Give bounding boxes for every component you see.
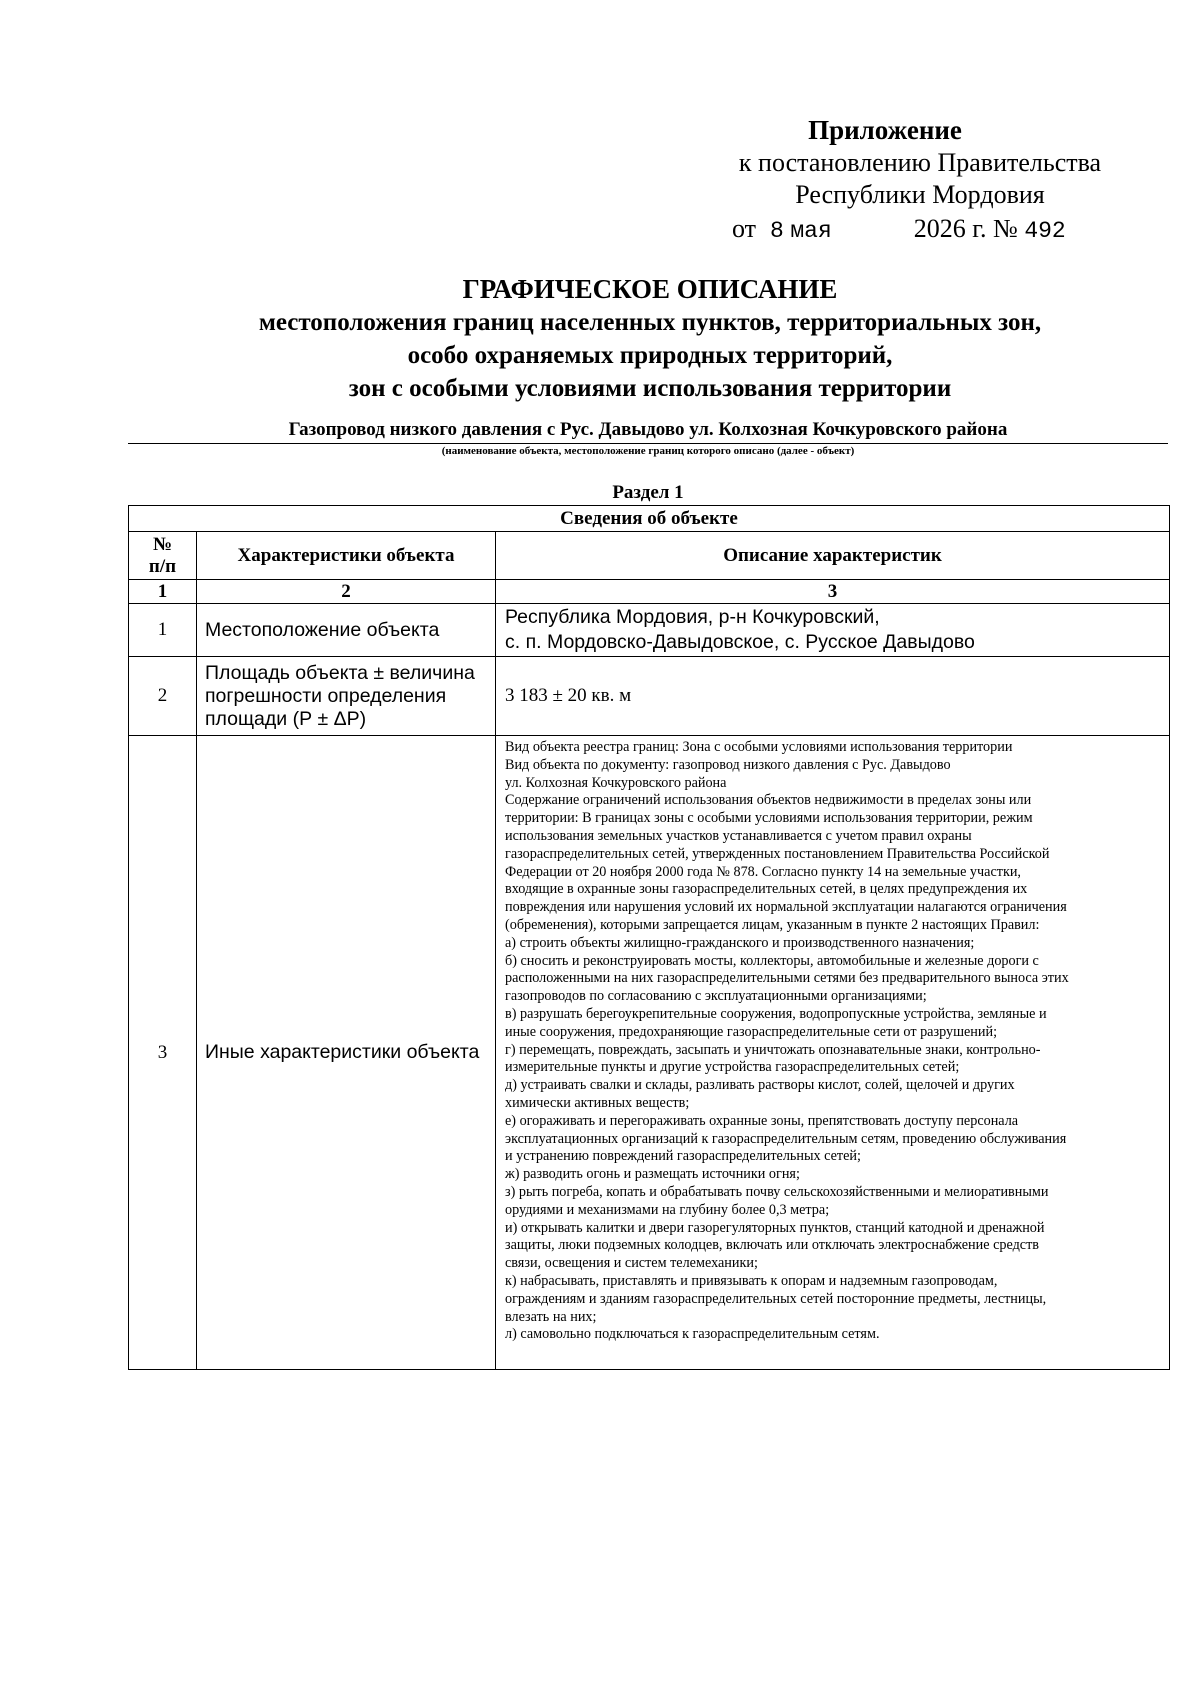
description-line: химически активных веществ; <box>505 1094 690 1111</box>
description-line: использования земельных участков устанавливается с учетом правил охраны <box>505 827 972 844</box>
column-number: 2 <box>197 580 496 604</box>
row-characteristic: Местоположение объекта <box>197 604 496 657</box>
header-num: № п/п <box>129 532 197 580</box>
description-line: с. п. Мордовско-Давыдовское, с. Русское Давыдово <box>505 631 975 653</box>
description-line: входящие в охранные зоны газораспределительных сетей, в целях предупреждения их <box>505 881 1028 898</box>
date-year: 2026 г. № <box>913 214 1018 243</box>
description-line: Республика Мордовия, р-н Кочкуровский, <box>505 606 880 628</box>
description-line: д) устраивать свалки и склады, разливать растворы кислот, солей, щелочей и других <box>505 1077 1015 1094</box>
description-line: ул. Колхозная Кочкуровского района <box>505 774 727 791</box>
appendix-title: Приложение <box>808 115 962 145</box>
object-name-block <box>128 418 1168 458</box>
description-line: измерительные пункты и другие устройства газораспределительных сетей; <box>505 1059 960 1076</box>
description-line: Вид объекта по документу: газопровод низкого давления с Рус. Давыдово <box>505 756 951 773</box>
section-label: Раздел 1 <box>612 482 684 503</box>
appendix-line: Республики Мордовия <box>795 180 1045 209</box>
row-description <box>496 604 1170 657</box>
description-line: иные сооружения, предохраняющие газораспределительные сети от разрушений; <box>505 1023 998 1040</box>
description-line: ж) разводить огонь и размещать источники огня; <box>505 1166 800 1183</box>
header-description: Описание характеристик <box>496 532 1170 580</box>
description-line: влезать на них; <box>505 1308 597 1325</box>
description-line: з) рыть погреба, копать и обрабатывать почву сельскохозяйственными и мелиоративными <box>505 1183 1049 1200</box>
description-line: а) строить объекты жилищно-гражданского и производственного назначения; <box>505 934 975 951</box>
table-title: Сведения об объекте <box>129 506 1170 532</box>
appendix-date-line <box>700 213 1140 247</box>
date-prefix: от <box>732 214 757 243</box>
table-row <box>129 736 1170 1370</box>
description-line: газораспределительных сетей, утвержденных постановлением Правительства Российской <box>505 845 1050 862</box>
description-line: расположенными на них газораспределительными сетями без предварительного выноса этих <box>505 970 1069 987</box>
row-number: 1 <box>129 604 197 657</box>
row-number: 3 <box>129 736 197 1370</box>
doc-number: 492 <box>1024 218 1066 244</box>
description-line: повреждения или нарушения условий их нормальной эксплуатации налагаются ограничения <box>505 899 1067 916</box>
object-info-table <box>128 505 1170 1370</box>
description-line: (обременения), которыми запрещается лицам, указанным в пункте 2 настоящих Правил: <box>505 916 1040 933</box>
document-subtitle-line: местоположения границ населенных пунктов, территориальных зон, <box>258 309 1042 336</box>
appendix-header <box>700 113 1140 247</box>
description-line: л) самовольно подключаться к газораспределительным сетям. <box>505 1326 880 1343</box>
table-row <box>129 604 1170 657</box>
date-day: 8 <box>770 218 784 244</box>
object-name-hint: (наименование объекта, местоположение границ которого описано (далее - объект) <box>441 445 855 457</box>
description-line: ограждениям и зданиям газораспределительных сетей посторонние предметы, лестницы, <box>505 1290 1047 1307</box>
document-title: ГРАФИЧЕСКОЕ ОПИСАНИЕ <box>462 274 838 304</box>
description-line: г) перемещать, повреждать, засыпать и уничтожать опознавательные знаки, контрольно- <box>505 1041 1041 1058</box>
description-line: орудиями и механизмами на глубину более 0,3 метра; <box>505 1201 830 1218</box>
row-number: 2 <box>129 657 197 736</box>
description-line: газопроводов по согласованию с эксплуатационными организациями; <box>505 988 927 1005</box>
description-line: Содержание ограничений использования объектов недвижимости в пределах зоны или <box>505 792 1032 809</box>
description-line: территории: В границах зоны с особыми условиями использования территории, режим <box>505 810 1033 827</box>
row-description <box>496 736 1170 1370</box>
description-line: в) разрушать берегоукрепительные сооружения, водопропускные устройства, земляные и <box>505 1005 1047 1022</box>
column-number: 3 <box>496 580 1170 604</box>
date-month: мая <box>790 218 832 244</box>
appendix-line: к постановлению Правительства <box>738 148 1102 177</box>
description-line: к) набрасывать, приставлять и привязывать к опорам и надземным газопроводам, <box>505 1272 998 1289</box>
header-characteristics: Характеристики объекта <box>197 532 496 580</box>
description-line: б) сносить и реконструировать мосты, коллекторы, автомобильные и железные дороги с <box>505 952 1039 969</box>
description-line: связи, освещения и систем телемеханики; <box>505 1255 758 1272</box>
object-name: Газопровод низкого давления с Рус. Давыдово ул. Колхозная Кочкуровского района <box>288 419 1008 440</box>
description-line: и) открывать калитки и двери газорегуляторных пунктов, станций катодной и дренажной <box>505 1219 1045 1236</box>
document-title-block <box>120 272 1180 405</box>
document-subtitle-line: зон с особыми условиями использования территории <box>348 375 952 402</box>
description-line: Федерации от 20 ноября 2000 года № 878. Согласно пункту 14 на земельные участки, <box>505 863 1021 880</box>
description-line: защиты, люки подземных колодцев, включать или отключать электроснабжение средств <box>505 1237 1039 1254</box>
description-line: эксплуатационных организаций к газораспределительным сетям, проведению обслуживания <box>505 1130 1067 1147</box>
row-characteristic: Площадь объекта ± величина погрешности определения площади (Р ± ΔР) <box>197 657 496 736</box>
column-number: 1 <box>129 580 197 604</box>
table-row <box>129 657 1170 736</box>
description-line: е) огораживать и перегораживать охранные зоны, препятствовать доступу персонала <box>505 1112 1019 1129</box>
description-line: Вид объекта реестра границ: Зона с особыми условиями использования территории <box>505 739 1013 755</box>
document-subtitle-line: особо охраняемых природных территорий, <box>407 342 893 369</box>
description-line: и устранению повреждений газораспределительных сетей; <box>505 1148 861 1165</box>
row-characteristic: Иные характеристики объекта <box>197 736 496 1370</box>
row-description: 3 183 ± 20 кв. м <box>496 657 1170 736</box>
